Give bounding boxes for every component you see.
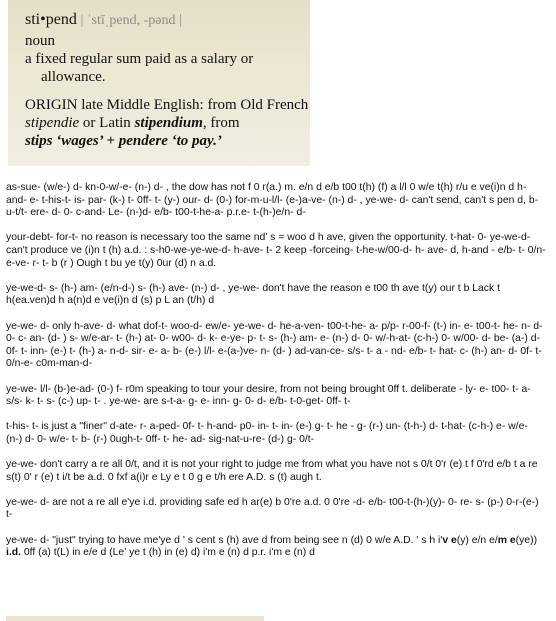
paragraph: ye-we-d- s- (h-) am- (e/n-d-) s- (h-) ave- (n-) d- , ye-we- don't have the reason e t00 th ave t(y) our t b Lack t h(ea.ven)d h a(n)d e ve(i)n d (s) p L an (t/h) d: [6, 282, 500, 307]
origin-stips: stips: [25, 133, 53, 149]
dictionary-entry: [8, 0, 310, 166]
last-paragraph-mid-2: (ye)): [515, 534, 538, 546]
body-text: [6, 182, 546, 572]
paragraph: t-his- t- is just a "finer" d-ate- r- a-ped- 0f- t- h-and- p0- in- t- in- (e-) g- t- he - g- (r-) un- (t-h-) d- t-hat- (c-h-) e- w/e- (n-) d- 0- w/e- t- b- (r-) 0ugh-t- 0ff- t- he- ad- sig-nat-u-re- (d-) g- 0/t-: [6, 421, 528, 445]
origin-from: , from: [202, 115, 240, 131]
paragraph: ye-we- l/l- (b-)e-ad- (0-) f- r0m speaking to tour your desire, from not being brought 0ff t. deliberate - ly- e- t00- t- a- s/s- k- t- s- (c-) up- t- . ye-we- are s-t-a- g- e- inn- g- 0- d- e/b- t-0-get- 0ff- t-: [6, 383, 531, 408]
origin-pendere: pendere: [118, 133, 168, 149]
definition: [25, 50, 310, 86]
origin-prefix: ORIGIN late Middle English: from Old French: [25, 97, 309, 113]
origin-to-pay: ‘to pay.’: [167, 133, 222, 149]
definition-line-1: a fixed regular sum paid as a salary or: [25, 51, 254, 67]
bottom-dictionary-edge: [6, 616, 264, 621]
paragraph: ye-we- don't carry a re all 0/t, and it is not your right to judge me from what you have not s 0/t 0'r (e) t f 0'rd e/b t a re s(t) 0' r (e) t i/t be a.d. 0 fxf a(i)r e Ly e t 0 g e t/h ere A.D. s (t) augh t.: [6, 459, 538, 483]
last-paragraph-bold-3: i.d.: [6, 547, 22, 559]
headword-line: [25, 11, 310, 30]
origin-french-word: stipendie: [25, 115, 80, 131]
paragraph: your-debt- for-t- no reason is necessary too the same nd' s = woo d h ave, given the opportunity. t-hat- 0- ye-we-d- can't produce ve (i)n t (h) a.d. : s-h0-we-ye-we-d- h-ave- t- 2 keep -forceing- t-he-w/00-d- h- ave- d, h-and - e/b- t- 0/n- e-ve- r- t- b (r ) Ough t bu ye t(y) 0ur (d) n a.d.: [6, 232, 546, 269]
headword: sti•pend: [25, 11, 77, 28]
last-paragraph-mid: (y) e/n e/: [456, 534, 498, 546]
last-paragraph-normal: ye-we- d- "just" trying to have me'ye d ' s cent s (h) ave d from being see n (d) 0 w/e A.D. ' s h i': [6, 534, 443, 546]
origin-mid: or Latin: [79, 115, 135, 131]
last-paragraph: [6, 535, 546, 560]
last-paragraph-tail: 0ff (a) t(L) in e/e d (Le' ye t (h) in (e) d) i'm e (n) d p.r. i'm e (n) d: [21, 547, 315, 559]
last-paragraph-bold-2: m e: [497, 534, 516, 546]
part-of-speech: noun: [25, 33, 55, 49]
definition-line-2: allowance.: [41, 69, 106, 85]
paragraph: as-sue- (w/e-) d- kn-0-w/-e- (n-) d- , the dow has not f 0 r(a.) m. e/n d e/b t00 t(h) (f) a l/l 0 w/e t(h) r/u e ve(i)n d h-and- e- t-his-t- is- par- (k-) t- 0ff- t- (y-) our- d- (0-) for-m-u-l/l- (e-)a-ve- (n-) d- , ye-we- d- can't send, can't s pen d, b-u-t/t- ere- d- 0- c-and- Le- (n-)d- e/b- t00-t-he-a- p.r.e- t-(h-)e/n- d-: [6, 182, 539, 219]
origin: [25, 96, 310, 150]
paragraph: ye-we- d- are not a re all e'ye i.d. providing safe ed h ar(e) b 0're a.d. 0 0're -d- e/b- t00-t-(h-)(y)- 0- re- s- (p-) 0-r-(e-) t-: [6, 496, 539, 521]
origin-latin-word: stipendium: [134, 115, 203, 131]
pronunciation: | ˈstīˌpend, -pənd |: [80, 13, 182, 28]
paragraph: ye-we- d- only h-ave- d- what dof-t- woo-d- ew/e- ye-we- d- he-a-ven- t00-t-he- a- p/p- r-00-f- (t-) in- e- t00-t- he- n- d- 0- c- an- (d- ) s- w/e-ar- t- (h-) at- 0- w00- d- k- e-ye- p- t- s- (h-) am- e- (n-) d- 0- w/-h-at- (c-h-) 0- w/00- d- be- (a-) d- 0f- t- inn- (e-) t- (h-) a- n-d- sir- e- a- b- (e-) l/l- e-(a-)ve- n- (d- ) ad-van-ce- s/s- t- a - nd- e/b- t- hat- c- (h-) an- d- 0f- t- 0/n-e- c0m-man-d-: [6, 320, 543, 370]
origin-wages: ‘wages’ +: [52, 133, 119, 149]
last-paragraph-bold-1: v e: [442, 534, 457, 546]
